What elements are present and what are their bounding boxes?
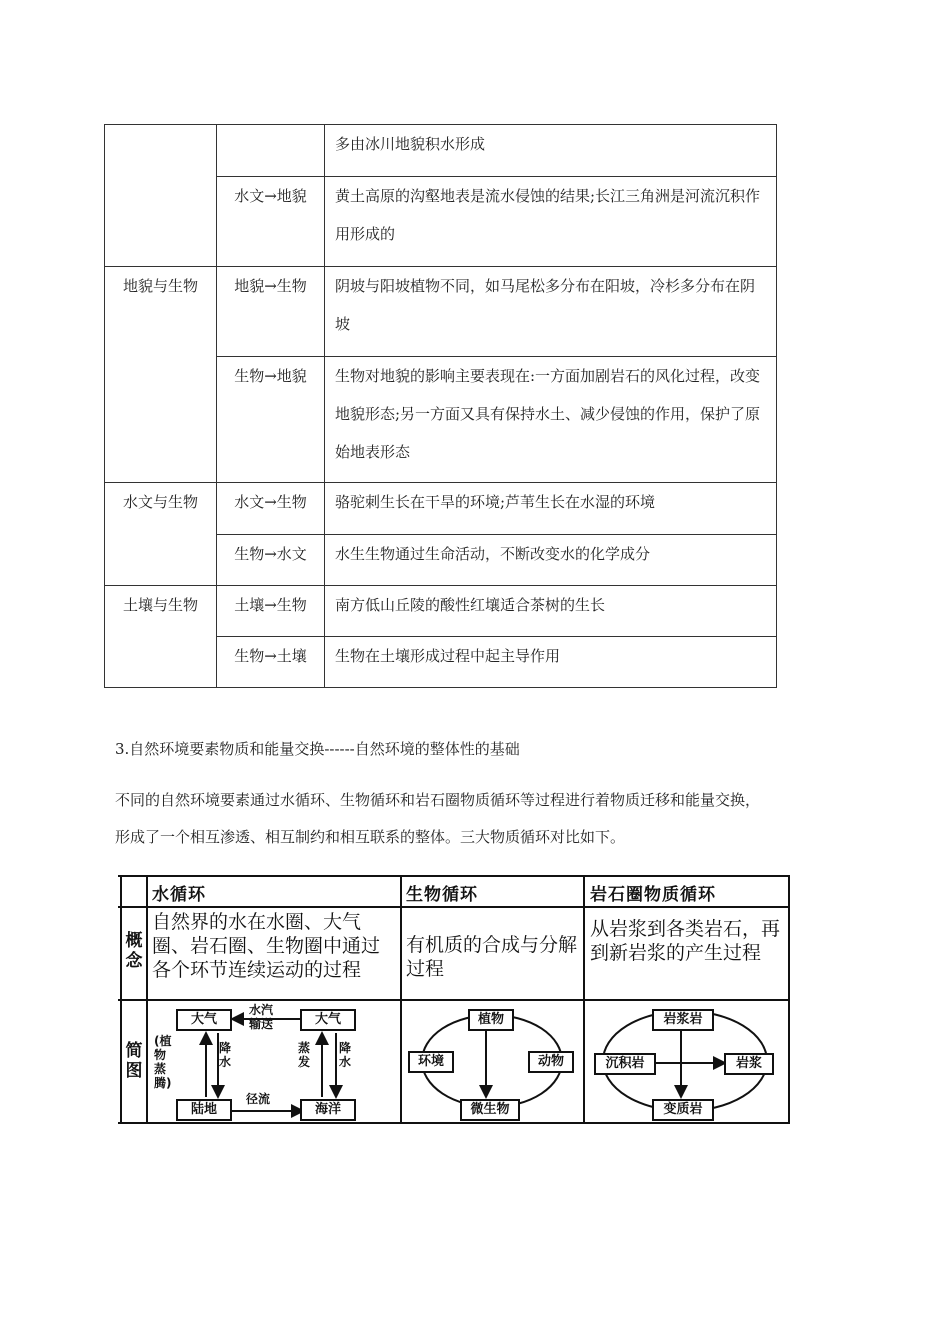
concept-bio: 有机质的合成与分解过程 <box>406 934 578 980</box>
node-magma: 岩浆 <box>724 1053 774 1075</box>
table-cell-direction <box>217 125 325 177</box>
relations-table <box>104 124 777 688</box>
concept-water: 自然界的水在水圈、大气圈、岩石圈、生物圈中通过各个环节连续运动的过程 <box>152 911 381 981</box>
node-microbe: 微生物 <box>460 1099 520 1121</box>
table-cell-pair: 水文与生物 <box>105 483 217 586</box>
label-evap-right: 蒸发 <box>298 1041 311 1069</box>
label-transpiration: (植物蒸腾) <box>154 1034 172 1090</box>
label-precip-right: 降水 <box>339 1041 352 1069</box>
table-cell-text: 生物对地貌的影响主要表现在:一方面加剧岩石的风化过程，改变地貌形态;另一方面又具有保持水土、减少侵蚀的作用，保护了原始地表形态 <box>325 357 777 483</box>
node-atmosphere-right: 大气 <box>300 1009 356 1031</box>
header-bio-cycle: 生物循环 <box>406 885 478 905</box>
concept-rock: 从岩浆到各类岩石，再到新岩浆的产生过程 <box>590 918 781 964</box>
header-rock-cycle: 岩石圈物质循环 <box>590 885 716 905</box>
row-label-concept: 概念 <box>125 931 143 971</box>
table-cell-text: 生物在土壤形成过程中起主导作用 <box>325 637 777 688</box>
table-cell-direction: 生物→水文 <box>217 535 325 586</box>
node-ocean: 海洋 <box>300 1099 356 1121</box>
paragraph-line: 形成了一个相互渗透、相互制约和相互联系的整体。三大物质循环对比如下。 <box>115 828 626 846</box>
row-label-diagram: 简图 <box>125 1041 143 1081</box>
table-cell-pair: 土壤与生物 <box>105 586 217 688</box>
node-animal: 动物 <box>528 1051 574 1073</box>
node-magmatic-rock: 岩浆岩 <box>652 1009 714 1031</box>
table-cell-text: 水生生物通过生命活动，不断改变水的化学成分 <box>325 535 777 586</box>
table-cell-direction: 地貌→生物 <box>217 267 325 357</box>
paragraph-line: 不同的自然环境要素通过水循环、生物循环和岩石圈物质循环等过程进行着物质迁移和能量交换， <box>115 791 761 809</box>
table-cell-pair: 地貌与生物 <box>105 267 217 483</box>
table-cell-text: 多由冰川地貌积水形成 <box>325 125 777 177</box>
table-cell-direction: 生物→地貌 <box>217 357 325 483</box>
node-atmosphere-left: 大气 <box>176 1009 232 1031</box>
node-plant: 植物 <box>468 1009 514 1031</box>
cycle-comparison-figure <box>118 871 792 1127</box>
table-cell-text: 南方低山丘陵的酸性红壤适合茶树的生长 <box>325 586 777 637</box>
node-metamorphic-rock: 变质岩 <box>652 1099 714 1121</box>
section-heading: 3.自然环境要素物质和能量交换------自然环境的整体性的基础 <box>115 740 520 758</box>
table-cell-direction: 土壤→生物 <box>217 586 325 637</box>
node-environment: 环境 <box>408 1051 454 1073</box>
label-vapor-transport: 水汽输送 <box>248 1003 273 1031</box>
node-land: 陆地 <box>176 1099 232 1121</box>
header-water-cycle: 水循环 <box>152 885 206 905</box>
table-cell-direction: 生物→土壤 <box>217 637 325 688</box>
node-sedimentary-rock: 沉积岩 <box>594 1053 656 1075</box>
label-precip-left: 降水 <box>219 1041 232 1069</box>
label-runoff: 径流 <box>246 1092 271 1106</box>
table-cell-text: 黄土高原的沟壑地表是流水侵蚀的结果;长江三角洲是河流沉积作用形成的 <box>325 177 777 267</box>
table-cell-text: 骆驼刺生长在干旱的环境;芦苇生长在水湿的环境 <box>325 483 777 535</box>
table-cell-text: 阴坡与阳坡植物不同，如马尾松多分布在阳坡，冷杉多分布在阴坡 <box>325 267 777 357</box>
table-cell-direction: 水文→生物 <box>217 483 325 535</box>
table-cell-direction: 水文→地貌 <box>217 177 325 267</box>
table-cell-pair <box>105 125 217 267</box>
